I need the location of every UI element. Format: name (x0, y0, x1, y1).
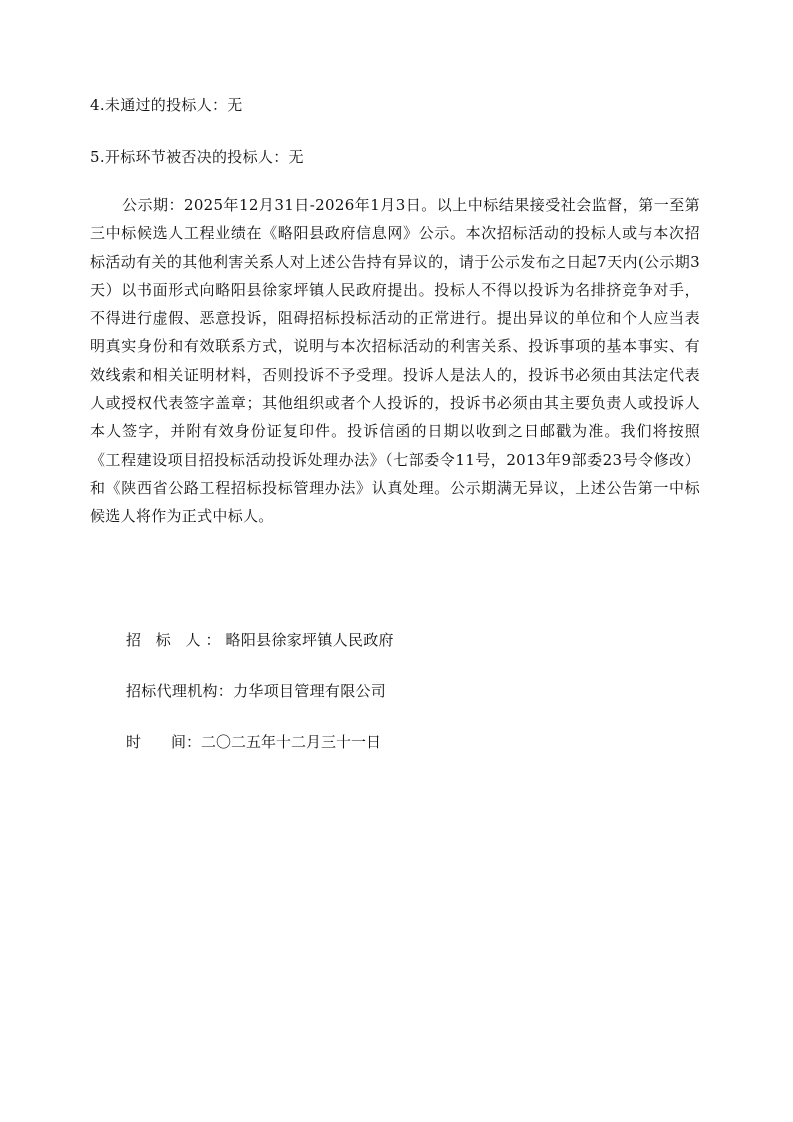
item-rejected-bidders: 5.开标环节被否决的投标人：无 (90, 148, 304, 166)
notice-paragraph: 公示期：2025年12月31日-2026年1月3日。以上中标结果接受社会监督，第一至第三中标候选人工程业绩在《略阳县政府信息网》公示。本次招标活动的投标人或与本次招标活动有关的其他利害关系人对上述公告持有异议的，请于公示发布之日起7天内(公示期3天）以书面形式向略阳县徐家坪镇人民政府提出。投标人不得以投诉为名排挤竞争对手，不得进行虚假、恶意投诉，阻碍招标投标活动的正常进行。提出异议的单位和个人应当表明真实身份和有效联系方式，说明与本次招标活动的利害关系、投诉事项的基本事实、有效线索和相关证明材料，否则投诉不予受理。投诉人是法人的，投诉书必须由其法定代表人或授权代表签字盖章；其他组织或者个人投诉的，投诉书必须由其主要负责人或投诉人本人签字，并附有效身份证复印件。投诉信函的日期以收到之日邮戳为准。我们将按照《工程建设项目招投标活动投诉处理办法》（七部委令11号，2013年9部委23号令修改）和《陕西省公路工程招标投标管理办法》认真处理。公示期满无异议，上述公告第一中标候选人将作为正式中标人。 (90, 196, 700, 526)
agency-value: 力华项目管理有限公司 (233, 682, 387, 700)
tenderer-row (126, 630, 394, 650)
tenderer-value: 略阳县徐家坪镇人民政府 (225, 631, 394, 649)
time-label-second: 间： (171, 733, 202, 751)
tenderer-label: 招 标 人： (126, 631, 226, 649)
time-value: 二〇二五年十二月三十一日 (201, 733, 382, 751)
item-unpassed-bidders: 4.未通过的投标人：无 (90, 96, 243, 114)
agency-row (126, 681, 386, 701)
time-label-first: 时 (126, 733, 142, 751)
agency-label: 招标代理机构： (126, 682, 234, 700)
time-row (126, 732, 381, 752)
